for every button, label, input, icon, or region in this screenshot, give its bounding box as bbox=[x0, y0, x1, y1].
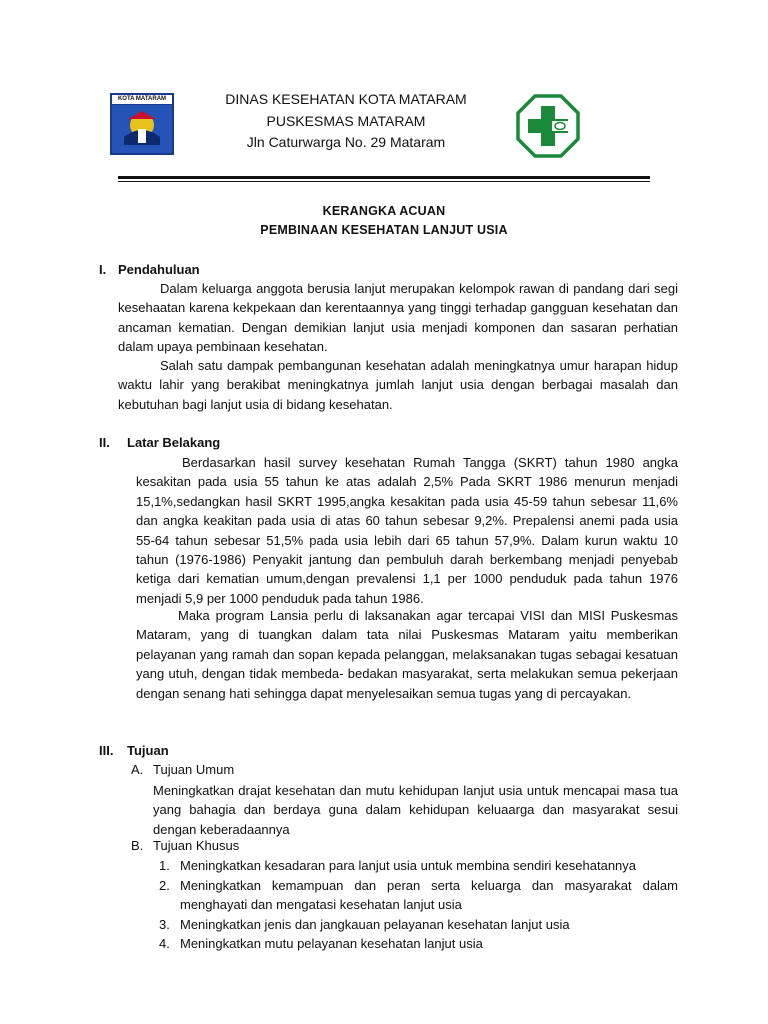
subsection-b-title: Tujuan Khusus bbox=[153, 838, 240, 853]
logo-caption: KOTA MATARAM bbox=[117, 96, 167, 102]
doc-subtitle: PEMBINAAN KESEHATAN LANJUT USIA bbox=[260, 223, 508, 237]
subsection-a-label: A. bbox=[131, 762, 144, 777]
kota-mataram-logo bbox=[110, 93, 174, 155]
list-item-number: 1. bbox=[159, 858, 170, 873]
list-item-text: Meningkatkan kemampuan dan peran serta keluarga dan masyarakat dalam menghayati dan mengatasi kesehatan lanjut usia bbox=[180, 878, 678, 913]
list-item-text: Meningkatkan kesadaran para lanjut usia untuk membina sendiri kesehatannya bbox=[180, 858, 637, 873]
header-address: Jln Caturwarga No. 29 Mataram bbox=[246, 134, 446, 150]
header-rule-thin bbox=[118, 181, 650, 182]
section1-number: I. bbox=[99, 262, 107, 277]
subsection-a-title: Tujuan Umum bbox=[153, 762, 235, 777]
header-rule-thick bbox=[118, 176, 650, 179]
list-item-text: Meningkatkan mutu pelayanan kesehatan lanjut usia bbox=[180, 936, 483, 951]
section2-paragraph-2: Maka program Lansia perlu di laksanakan agar tercapai VISI dan MISI Puskesmas Mataram, yang di tuangkan dalam tata nilai Puskesmas Mataram yaitu memberikan pelayanan yang ramah dan sopan kepada pelanggan, melaksanakan tugas sebagai kesatuan yang utuh, dengan tidak membeda- bedakan masyarakat, serta melakukan semua pekerjaan dengan senang hati sehingga dapat menyelesaikan semua tugas yang di percayakan. bbox=[136, 608, 678, 701]
header-agency: DINAS KESEHATAN KOTA MATARAM bbox=[225, 91, 467, 107]
list-item-number: 2. bbox=[159, 878, 170, 893]
puskesmas-cross-icon bbox=[516, 94, 580, 158]
section3-heading: Tujuan bbox=[127, 743, 169, 758]
subsection-a-text: Meningkatkan drajat kesehatan dan mutu kehidupan lanjut usia untuk mencapai masa tua yang bahagia dan berdaya guna dalam kehidupan keluaarga dan masyarakat sesui dengan keberadaannya bbox=[153, 783, 678, 837]
subsection-b-label: B. bbox=[131, 838, 144, 853]
section3-number: III. bbox=[99, 743, 114, 758]
list-item-number: 3. bbox=[159, 917, 170, 932]
section2-number: II. bbox=[99, 435, 110, 450]
section2-heading: Latar Belakang bbox=[127, 435, 221, 450]
header-puskesmas: PUSKESMAS MATARAM bbox=[266, 113, 426, 129]
section1-paragraph-2: Salah satu dampak pembangunan kesehatan adalah meningkatnya umur harapan hidup waktu lahir yang berakibat meningkatnya jumlah lanjut usia dengan berbagai masalah dan kebutuhan bagi lanjut usia di bidang kesehatan. bbox=[118, 358, 678, 412]
section1-paragraph-1: Dalam keluarga anggota berusia lanjut merupakan kelompok rawan di pandang dari segi kesehaatan karena kekpekaan dan kerentaannya yang tinggi terhadap gangguan kesehatan dan ancaman kematian. Dengan demikian lanjut usia menjadi komponen dan sasaran perhatian dalam upaya pembinaan kesehatan. bbox=[118, 281, 678, 355]
doc-title: KERANGKA ACUAN bbox=[322, 204, 446, 218]
list-item-text: Meningkatkan jenis dan jangkauan pelayanan kesehatan lanjut usia bbox=[180, 917, 570, 932]
section2-paragraph-1: Berdasarkan hasil survey kesehatan Rumah Tangga (SKRT) tahun 1980 angka kesakitan pada usia 55 tahun ke atas adalah 2,5% Pada SKRT 1986 menurun menjadi 15,1%,sedangkan hasil SKRT 1995,angka kesakitan pada usia 45-59 tahun sebesar 11,6% dan angka keakitan pada usia di atas 60 tahun sebesar 9,2%. Prepalensi anemi pada usia 55-64 tahun sebesar 51,5% pada usia lebih dari 65 tahun 57,9%. Dalam kurun waktu 10 tahun (1976-1986) Penyakit jantung dan pembuluh darah berkembang menjadi penyebab ketiga dari kematian umum,dengan prevalensi 1,1 per 1000 penduduk pada tahun 1976 menjadi 5,9 per 1000 penduduk pada tahun 1986. bbox=[136, 455, 678, 606]
section1-heading: Pendahuluan bbox=[118, 262, 200, 277]
list-item-number: 4. bbox=[159, 936, 170, 951]
